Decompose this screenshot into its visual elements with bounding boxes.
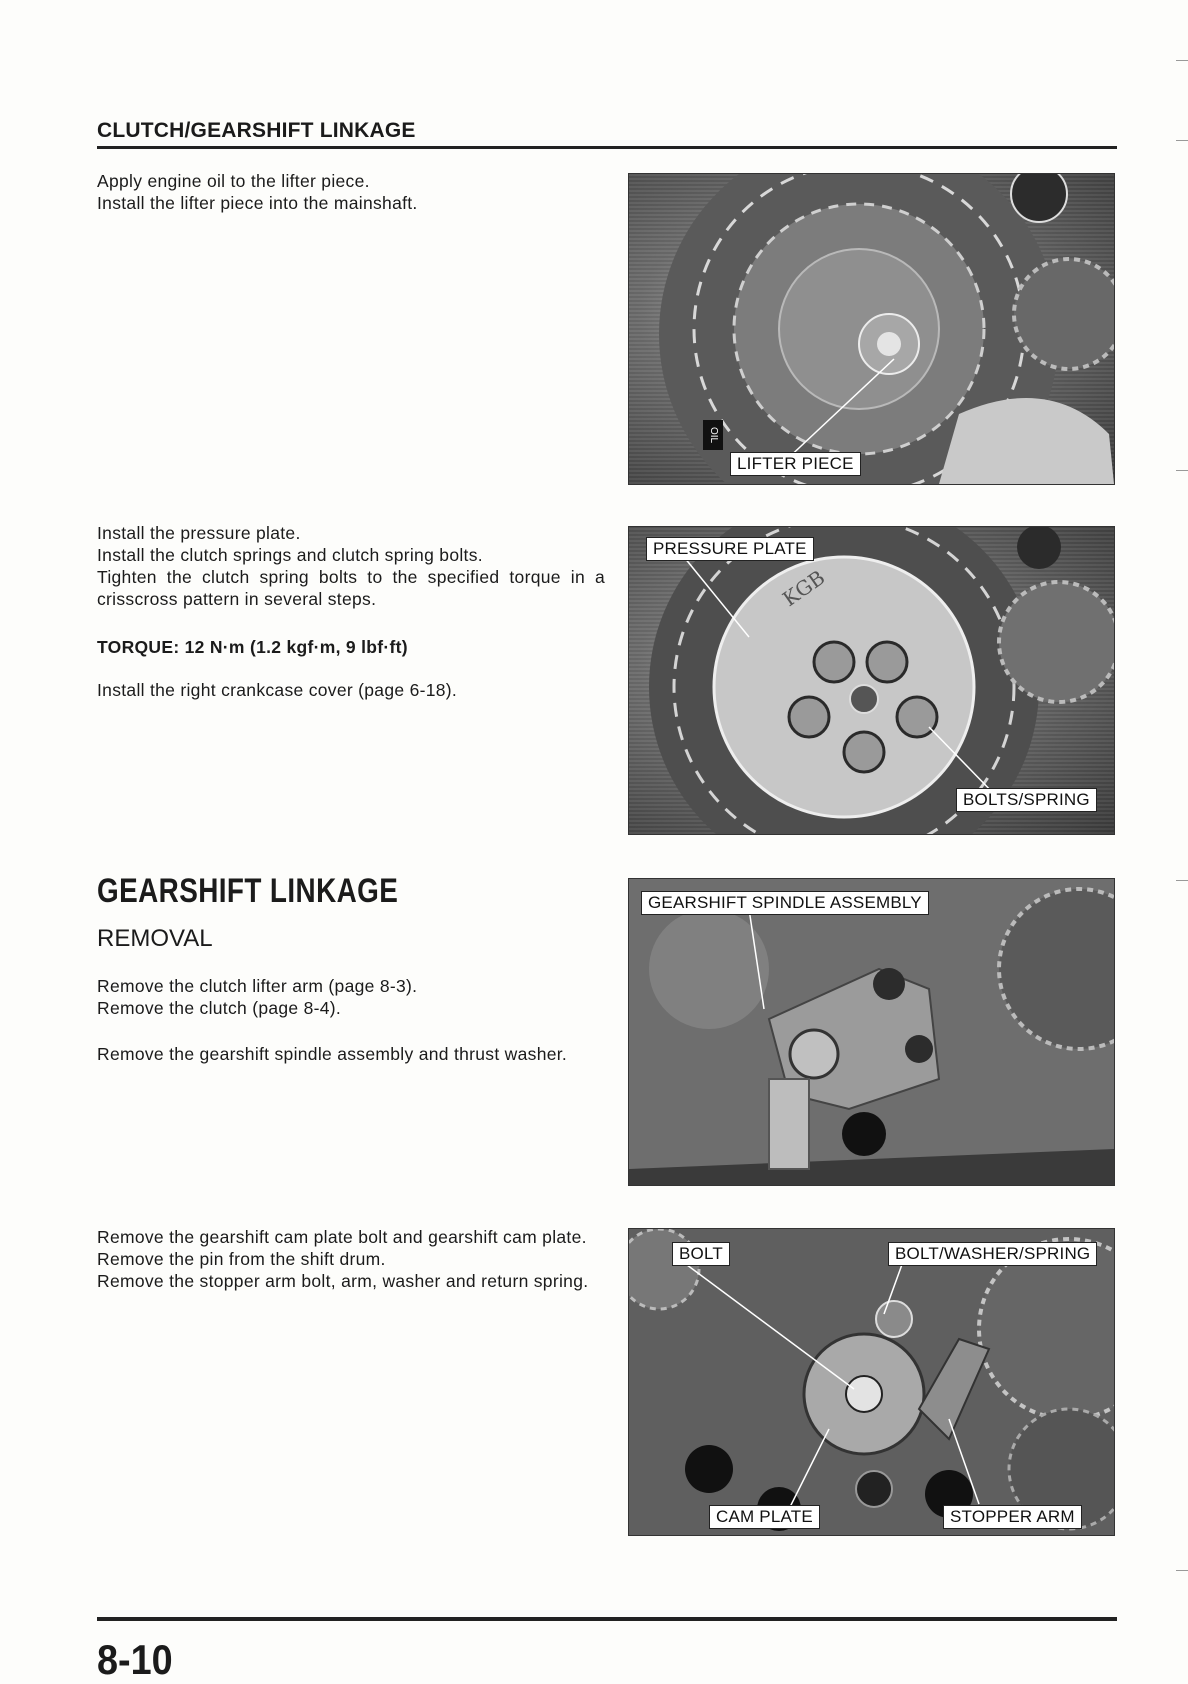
block4-text — [97, 1226, 605, 1292]
block2-text — [97, 522, 605, 610]
block3-line-1: Remove the clutch lifter arm (page 8-3). — [97, 976, 418, 996]
callout-bolt: BOLT — [672, 1242, 730, 1266]
cam-plate-photo — [628, 1228, 1115, 1536]
gearshift-spindle-photo — [628, 878, 1115, 1186]
pressure-plate-photo — [628, 526, 1115, 835]
clutch-assembly-illustration — [629, 174, 1114, 484]
block1-line-2: Install the lifter piece into the mainshaft. — [97, 193, 418, 213]
edge-mark — [1176, 470, 1188, 471]
block1-text — [97, 170, 597, 214]
oil-can-icon: OIL — [703, 420, 723, 450]
block2-note: Install the right crankcase cover (page 6-18). — [97, 680, 458, 700]
torque-spec: TORQUE: 12 N·m (1.2 kgf·m, 9 lbf·ft) — [97, 637, 408, 657]
block2-line-1: Install the pressure plate. — [97, 523, 301, 543]
section-header-title: CLUTCH/GEARSHIFT LINKAGE — [97, 119, 416, 142]
callout-gearshift-spindle: GEARSHIFT SPINDLE ASSEMBLY — [641, 891, 929, 915]
plate-marking: KGB — [778, 565, 830, 612]
page-number: 8-10 — [97, 1636, 173, 1683]
block1-line-1: Apply engine oil to the lifter piece. — [97, 171, 370, 191]
block3-line-3: Remove the gearshift spindle assembly and thrust washer. — [97, 1044, 568, 1064]
block3-line-2: Remove the clutch (page 8-4). — [97, 998, 342, 1018]
callout-pressure-plate: PRESSURE PLATE — [646, 537, 814, 561]
cam-plate-illustration — [629, 1229, 1114, 1535]
footer-divider — [97, 1617, 1117, 1621]
block4-line-3: Remove the stopper arm bolt, arm, washer and return spring. — [97, 1271, 589, 1291]
edge-mark — [1176, 140, 1188, 141]
edge-mark — [1176, 60, 1188, 61]
section-title: GEARSHIFT LINKAGE — [97, 872, 399, 910]
callout-bolt-washer-spring: BOLT/WASHER/SPRING — [888, 1242, 1097, 1266]
callout-bolts-spring: BOLTS/SPRING — [956, 788, 1097, 812]
callout-stopper-arm: STOPPER ARM — [943, 1505, 1082, 1529]
block4-line-1: Remove the gearshift cam plate bolt and gearshift cam plate. — [97, 1227, 587, 1247]
block4-line-2: Remove the pin from the shift drum. — [97, 1249, 386, 1269]
block3-text — [97, 975, 597, 1019]
block2-line-2: Install the clutch springs and clutch spring bolts. — [97, 545, 483, 565]
edge-mark — [1176, 1570, 1188, 1571]
callout-lifter-piece: LIFTER PIECE — [730, 452, 861, 476]
subsection-title: REMOVAL — [97, 925, 213, 952]
gearshift-spindle-illustration — [629, 879, 1114, 1185]
lifter-piece-photo — [628, 173, 1115, 485]
block2-line-3: Tighten the clutch spring bolts to the specified torque in a crisscross pattern in several steps. — [97, 567, 605, 609]
callout-cam-plate: CAM PLATE — [709, 1505, 820, 1529]
edge-mark — [1176, 880, 1188, 881]
header-divider — [97, 146, 1117, 149]
